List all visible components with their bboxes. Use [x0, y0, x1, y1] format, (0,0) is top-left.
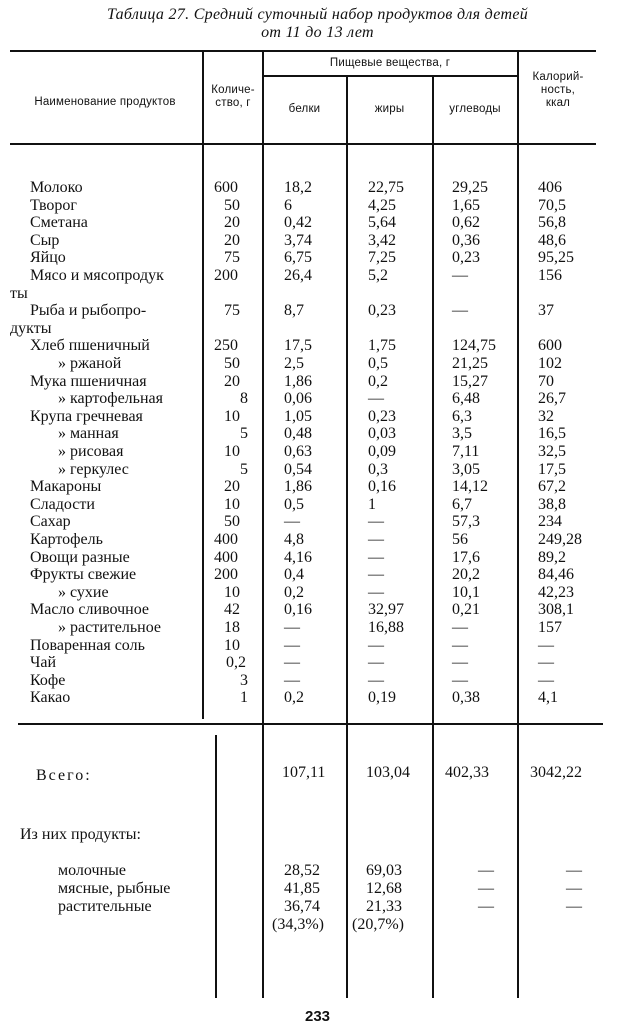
row-fats-cell: 5,2 [368, 267, 388, 284]
subgroup-carbs-cell: — [478, 880, 494, 897]
row-fats-cell: 0,2 [368, 372, 388, 390]
row-carbs-cell: 0,38 [452, 689, 480, 707]
row-name: Сахар [30, 513, 71, 531]
row-calories-cell: — [538, 671, 554, 689]
row-calories-cell: 56,8 [538, 214, 566, 232]
row-carbs-cell: 3,05 [452, 460, 480, 478]
row-carbs-cell: 6,3 [452, 407, 472, 425]
header-proteins: белки [288, 103, 321, 115]
row-proteins-cell: 0,16 [284, 601, 312, 619]
row-name: Чай [30, 654, 57, 672]
header-quantity-line-1: Количе- [211, 84, 255, 96]
row-quantity-cell: 50 [224, 513, 240, 531]
row-proteins-cell: 0,63 [284, 443, 312, 460]
row-proteins-cell: 3,74 [284, 231, 312, 249]
row-calories-cell: 32 [538, 407, 554, 425]
header-quantity-line-2: ство, г [215, 97, 251, 109]
row-carbs-cell: 20,2 [452, 566, 480, 584]
row-proteins-cell: 8,7 [284, 302, 304, 320]
row-proteins-cell: 6,75 [284, 249, 312, 267]
row-name: Кофе [30, 671, 66, 689]
row-calories-cell: 42,23 [538, 583, 574, 601]
column-rule-carbohydrates [517, 51, 519, 998]
row-calories-cell: 249,28 [538, 531, 582, 548]
row-quantity-cell: 600 [214, 179, 238, 196]
column-rule-totals-names [215, 735, 217, 998]
row-name: Крупа гречневая [30, 407, 143, 425]
row-proteins-cell: — [284, 513, 300, 531]
row-calories-cell: 70 [538, 372, 554, 390]
row-name: Творог [30, 196, 77, 214]
row-quantity-cell: 3 [240, 671, 248, 689]
row-carbs-cell: 56 [452, 531, 468, 548]
row-quantity-cell: 42 [224, 601, 240, 619]
row-quantity-cell: 8 [240, 390, 248, 408]
row-quantity-cell: 10 [224, 443, 240, 460]
row-fats-cell: 0,03 [368, 425, 396, 443]
row-name: Макароны [30, 478, 102, 496]
header-calories [518, 71, 598, 110]
row-proteins-cell: 0,2 [284, 583, 304, 601]
table-title-line-2: от 11 до 13 лет [261, 24, 374, 41]
row-carbs-cell: 14,12 [452, 478, 488, 496]
subgroup-fats-cell: (20,7%) [352, 916, 404, 933]
row-fats-cell: — [368, 583, 384, 601]
row-calories-cell: 157 [538, 619, 562, 636]
row-quantity-cell: 1 [240, 689, 248, 707]
header-nutrients: Пищевые вещества, г [329, 57, 451, 69]
row-calories-cell: 156 [538, 267, 562, 284]
row-proteins-cell: 2,5 [284, 355, 304, 372]
row-proteins-cell: — [284, 654, 300, 672]
row-name: » растительное [58, 619, 161, 636]
row-calories-cell: 84,46 [538, 566, 574, 584]
row-quantity-cell: 20 [224, 231, 240, 249]
row-name: » манная [58, 425, 119, 443]
row-name: » геркулес [58, 460, 129, 478]
row-name: Сметана [30, 214, 88, 232]
row-calories-cell: 406 [538, 179, 562, 196]
column-rule-quantity [262, 51, 264, 998]
row-carbs-cell: 0,21 [452, 601, 480, 619]
row-calories-cell: 234 [538, 513, 562, 531]
row-fats-cell: 0,3 [368, 460, 388, 478]
subgroup-proteins-cell: 28,52 [284, 862, 320, 879]
row-carbs-cell: 3,5 [452, 425, 472, 443]
row-proteins-cell: 0,2 [284, 689, 304, 707]
row-fats-cell: 0,16 [368, 478, 396, 496]
row-quantity-cell: 50 [224, 355, 240, 372]
row-carbs-cell: — [452, 267, 468, 284]
row-calories-cell: 600 [538, 337, 562, 355]
row-fats-cell: 0,09 [368, 443, 396, 460]
row-name: ты [10, 284, 28, 302]
row-name: Хлеб пшеничный [30, 337, 150, 355]
row-fats-cell: — [368, 531, 384, 548]
row-calories-cell: 308,1 [538, 601, 574, 619]
row-proteins-cell: 17,5 [284, 337, 312, 355]
row-quantity-cell: 75 [224, 302, 240, 320]
row-fats-cell: 0,23 [368, 407, 396, 425]
row-proteins-cell: 26,4 [284, 267, 312, 284]
row-carbs-cell: 7,11 [452, 443, 480, 460]
row-carbs-cell: — [452, 302, 468, 320]
row-carbs-cell: 1,65 [452, 196, 480, 214]
header-bottom-rule [10, 143, 596, 145]
row-quantity-cell: 0,2 [226, 654, 246, 672]
row-quantity-cell: 10 [224, 636, 240, 654]
row-quantity-cell: 400 [214, 548, 238, 566]
row-fats-cell: 16,88 [368, 619, 404, 636]
header-calories-line-1: Калорий- [532, 71, 584, 83]
row-proteins-cell: — [284, 619, 300, 636]
row-fats-cell: 1 [368, 495, 376, 513]
row-carbs-cell: — [452, 636, 468, 654]
row-calories-cell: 38,8 [538, 495, 566, 513]
subgroup-fats-cell: 69,03 [366, 862, 402, 879]
row-fats-cell: — [368, 636, 384, 654]
row-calories-cell: 16,5 [538, 425, 566, 443]
row-name: » ржаной [58, 355, 122, 372]
row-fats-cell: — [368, 390, 384, 408]
row-name: Сыр [30, 231, 60, 249]
row-quantity-cell: 20 [224, 372, 240, 390]
row-carbs-cell: — [452, 619, 468, 636]
row-name: Масло сливочное [30, 601, 149, 619]
row-name: » сухие [58, 583, 109, 601]
row-carbs-cell: — [452, 671, 468, 689]
row-quantity-cell: 20 [224, 478, 240, 496]
row-calories-cell: 32,5 [538, 443, 566, 460]
subgroup-calories-cell: — [566, 880, 582, 897]
header-product-name: Наименование продуктов [34, 96, 176, 108]
row-fats-cell: 32,97 [368, 601, 404, 619]
row-proteins-cell: 0,48 [284, 425, 312, 443]
row-calories-cell: 17,5 [538, 460, 566, 478]
row-fats-cell: 3,42 [368, 231, 396, 249]
table-top-rule [10, 50, 596, 52]
row-calories-cell: 89,2 [538, 548, 566, 566]
row-proteins-cell: — [284, 636, 300, 654]
row-name: Молоко [30, 179, 83, 196]
row-quantity-cell: 20 [224, 214, 240, 232]
row-name: » рисовая [58, 443, 124, 460]
row-calories-cell: — [538, 654, 554, 672]
row-name: Овощи разные [30, 548, 130, 566]
row-quantity-cell: 250 [214, 337, 238, 355]
row-carbs-cell: 0,23 [452, 249, 480, 267]
row-name: Мясо и мясопродук [30, 267, 164, 284]
row-calories-cell: 102 [538, 355, 562, 372]
row-fats-cell: 4,25 [368, 196, 396, 214]
row-proteins-cell: 1,86 [284, 372, 312, 390]
row-proteins-cell: 0,42 [284, 214, 312, 232]
subgroup-proteins-cell: 36,74 [284, 898, 320, 915]
row-calories-cell: 67,2 [538, 478, 566, 496]
row-calories-cell: 48,6 [538, 231, 566, 249]
page-number: 233 [304, 1008, 331, 1025]
subgroups-label: Из них продукты: [20, 826, 141, 843]
row-name: Яйцо [30, 249, 66, 267]
header-quantity [204, 84, 262, 110]
row-proteins-cell: 18,2 [284, 179, 312, 196]
subgroup-carbs-cell: — [478, 898, 494, 915]
row-name: дукты [10, 319, 52, 337]
total-calories: 3042,22 [530, 764, 582, 781]
subgroup-name: растительные [58, 898, 152, 915]
row-fats-cell: 7,25 [368, 249, 396, 267]
row-name: Рыба и рыбопро- [30, 302, 147, 320]
row-calories-cell: 95,25 [538, 249, 574, 267]
row-carbs-cell: 124,75 [452, 337, 496, 355]
row-carbs-cell: 0,36 [452, 231, 480, 249]
nutrients-subheader-rule [262, 75, 517, 77]
row-calories-cell: 4,1 [538, 689, 558, 707]
row-fats-cell: 0,19 [368, 689, 396, 707]
total-proteins: 107,11 [282, 764, 326, 781]
header-calories-line-2: ность, [540, 84, 576, 96]
row-quantity-cell: 50 [224, 196, 240, 214]
row-quantity-cell: 10 [224, 407, 240, 425]
row-name: » картофельная [58, 390, 163, 408]
row-fats-cell: — [368, 548, 384, 566]
row-carbs-cell: 10,1 [452, 583, 480, 601]
total-label: Всего: [36, 767, 92, 784]
row-fats-cell: 1,75 [368, 337, 396, 355]
row-quantity-cell: 5 [240, 460, 248, 478]
row-carbs-cell: 6,7 [452, 495, 472, 513]
subgroup-calories-cell: — [566, 898, 582, 915]
row-carbs-cell: 29,25 [452, 179, 488, 196]
row-quantity-cell: 200 [214, 267, 238, 284]
row-carbs-cell: 57,3 [452, 513, 480, 531]
row-carbs-cell: 6,48 [452, 390, 480, 408]
row-carbs-cell: 15,27 [452, 372, 488, 390]
row-quantity-cell: 75 [224, 249, 240, 267]
header-fats: жиры [374, 103, 405, 115]
row-calories-cell: 37 [538, 302, 554, 320]
row-calories-cell: 70,5 [538, 196, 566, 214]
row-quantity-cell: 400 [214, 531, 238, 548]
row-proteins-cell: 0,54 [284, 460, 312, 478]
row-fats-cell: 22,75 [368, 179, 404, 196]
row-carbs-cell: 21,25 [452, 355, 488, 372]
table-title-line-1: Таблица 27. Средний суточный набор продуктов для детей [106, 6, 529, 23]
header-calories-line-3: ккал [545, 97, 571, 109]
subgroup-name: мясные, рыбные [58, 880, 171, 897]
row-fats-cell: — [368, 654, 384, 672]
row-calories-cell: 26,7 [538, 390, 566, 408]
row-quantity-cell: 18 [224, 619, 240, 636]
row-name: Мука пшеничная [30, 372, 147, 390]
row-fats-cell: 0,23 [368, 302, 396, 320]
row-quantity-cell: 10 [224, 583, 240, 601]
subgroup-proteins-cell: (34,3%) [272, 916, 324, 933]
column-rule-proteins [346, 76, 348, 998]
row-carbs-cell: — [452, 654, 468, 672]
row-proteins-cell: — [284, 671, 300, 689]
row-proteins-cell: 1,86 [284, 478, 312, 496]
subgroup-fats-cell: 21,33 [366, 898, 402, 915]
row-fats-cell: 5,64 [368, 214, 396, 232]
subgroup-carbs-cell: — [478, 862, 494, 879]
total-carbs: 402,33 [445, 764, 489, 781]
row-proteins-cell: 0,4 [284, 566, 304, 584]
column-rule-fats [432, 76, 434, 998]
totals-separator-rule [18, 723, 603, 725]
subgroup-name: молочные [58, 862, 126, 879]
row-name: Фрукты свежие [30, 566, 137, 584]
row-fats-cell: — [368, 671, 384, 689]
row-quantity-cell: 5 [240, 425, 248, 443]
subgroup-fats-cell: 12,68 [366, 880, 402, 897]
row-name: Поваренная соль [30, 636, 145, 654]
row-proteins-cell: 1,05 [284, 407, 312, 425]
row-proteins-cell: 4,8 [284, 531, 304, 548]
row-carbs-cell: 17,6 [452, 548, 480, 566]
row-proteins-cell: 0,5 [284, 495, 304, 513]
row-fats-cell: — [368, 513, 384, 531]
row-quantity-cell: 10 [224, 495, 240, 513]
row-fats-cell: 0,5 [368, 355, 388, 372]
row-fats-cell: — [368, 566, 384, 584]
header-carbs: углеводы [449, 103, 501, 115]
total-fats: 103,04 [366, 764, 410, 781]
row-name: Картофель [30, 531, 103, 548]
subgroup-proteins-cell: 41,85 [284, 880, 320, 897]
row-name: Сладости [30, 495, 95, 513]
row-proteins-cell: 0,06 [284, 390, 312, 408]
row-carbs-cell: 0,62 [452, 214, 480, 232]
row-calories-cell: — [538, 636, 554, 654]
row-name: Какао [30, 689, 71, 707]
row-proteins-cell: 4,16 [284, 548, 312, 566]
row-proteins-cell: 6 [284, 196, 292, 214]
subgroup-calories-cell: — [566, 862, 582, 879]
row-quantity-cell: 200 [214, 566, 238, 584]
